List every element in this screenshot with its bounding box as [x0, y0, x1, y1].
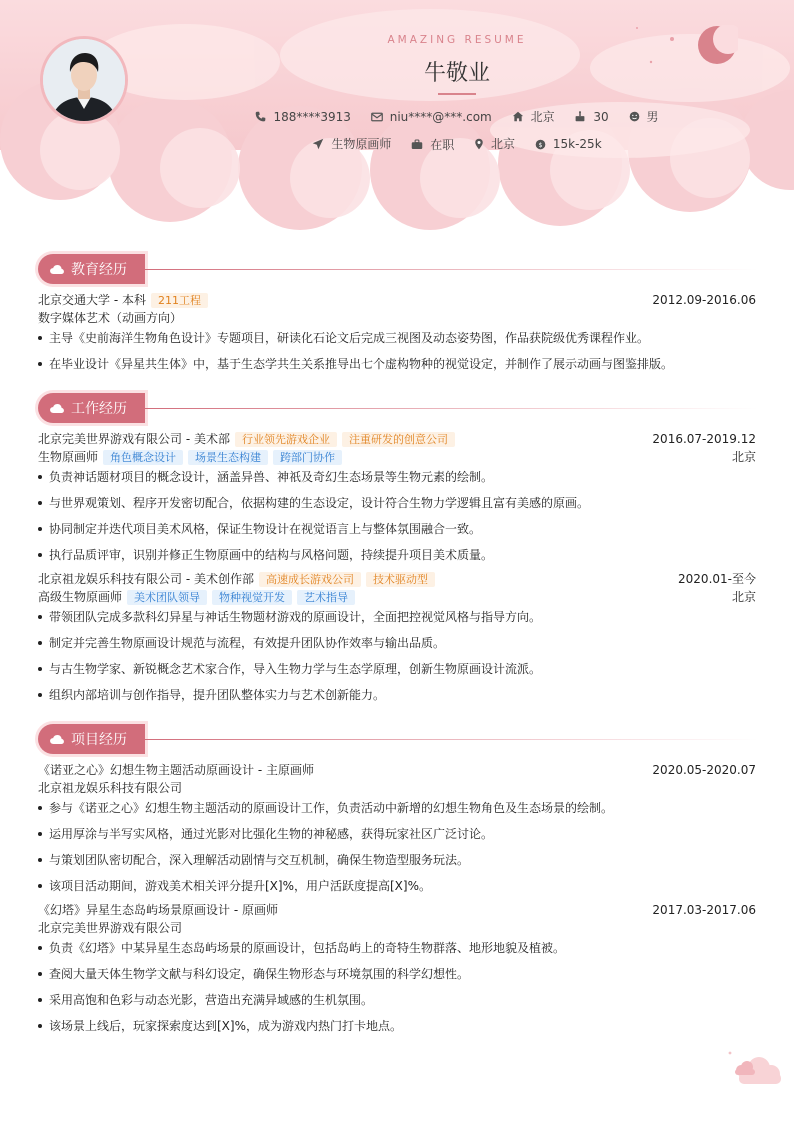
list-item: 与古生物学家、新锐概念艺术家合作，导入生物力学与生态学原理，创新生物原画设计流派。 [38, 661, 756, 677]
smiley-icon [629, 111, 640, 122]
contact-info-row [0, 108, 794, 125]
list-item: 执行品质评审，识别并修正生物原画中的结构与风格问题，持续提升项目美术质量。 [38, 547, 756, 563]
list-item: 组织内部培训与创作指导，提升团队整体实力与艺术创新能力。 [38, 687, 756, 703]
skill-tag: 美术团队领导 [127, 590, 207, 605]
email-item [371, 110, 492, 124]
skill-tag: 角色概念设计 [103, 450, 183, 465]
phone-icon [255, 111, 266, 122]
list-item: 与策划团队密切配合，深入理解活动剧情与交互机制，确保生物造型服务玩法。 [38, 852, 756, 868]
list-item: 该项目活动期间，游戏美术相关评分提升[X]%，用户活跃度提高[X]%。 [38, 878, 756, 894]
project-company: 北京完美世界游戏有限公司 [38, 921, 183, 935]
gender-item [629, 108, 659, 125]
skill-tag: 跨部门协作 [273, 450, 342, 465]
education-section-pill [38, 254, 145, 284]
work-section-pill [38, 393, 145, 423]
skill-tag: 艺术指导 [297, 590, 355, 605]
email-text: niu****@***.com [389, 110, 492, 124]
work-section-title: 工作经历 [71, 401, 127, 417]
job-intent-row [0, 135, 794, 153]
cloud-icon [50, 265, 64, 274]
projects-section-pill [38, 724, 145, 754]
project-entry-header [38, 762, 756, 778]
job-city: 北京 [731, 590, 756, 604]
job-role: 高级生物原画师 [38, 590, 123, 604]
company-tag: 技术驱动型 [366, 572, 435, 587]
email-icon [371, 112, 383, 122]
job-entry-header [38, 431, 756, 447]
education-major: 数字媒体艺术（动画方向） [38, 311, 183, 325]
resume-tagline: AMAZING RESUME [387, 34, 527, 46]
project-date: 2020.05-2020.07 [652, 763, 756, 777]
job-role: 生物原画师 [38, 450, 99, 464]
list-item: 负责《幻塔》中某异星生态岛屿场景的原画设计，包括岛屿上的奇特生物群落、地形地貌及植被。 [38, 940, 756, 956]
section-divider [145, 739, 758, 740]
project-company: 北京祖龙娱乐科技有限公司 [38, 781, 183, 795]
location-pin-icon [474, 138, 484, 150]
job-role-row [38, 589, 756, 605]
city-text: 北京 [530, 110, 555, 124]
list-item: 运用厚涂与半写实风格，通过光影对比强化生物的神秘感，获得玩家社区广泛讨论。 [38, 826, 756, 842]
company-tag: 高速成长游戏公司 [259, 572, 361, 587]
svg-text:$: $ [538, 141, 543, 149]
briefcase-icon [411, 139, 423, 150]
send-icon [312, 138, 324, 150]
home-icon [512, 111, 524, 122]
salary-item [535, 137, 602, 151]
school-name: 北京交通大学 - 本科 [38, 293, 146, 307]
list-item: 查阅大量天体生物学文献与科幻设定，确保生物形态与环境氛围的科学幻想性。 [38, 966, 756, 982]
list-item: 带领团队完成多款科幻异星与神话生物题材游戏的原画设计，全面把控视觉风格与指导方向。 [38, 609, 756, 625]
education-section-title: 教育经历 [71, 262, 127, 278]
salary-text: 15k-25k [552, 137, 602, 151]
cake-icon [574, 111, 586, 122]
company-name: 北京祖龙娱乐科技有限公司 - 美术创作部 [38, 572, 254, 586]
money-icon [535, 139, 546, 150]
cloud-icon [50, 735, 64, 744]
corner-cloud-decoration [725, 1048, 787, 1088]
position-item [312, 135, 391, 152]
position-text: 生物原画师 [331, 137, 392, 151]
project-name: 《幻塔》异星生态岛屿场景原画设计 - 原画师 [38, 903, 278, 917]
job-city: 北京 [731, 450, 756, 464]
job-entry-header [38, 571, 756, 587]
list-item: 制定并完善生物原画设计规范与流程，有效提升团队协作效率与输出品质。 [38, 635, 756, 651]
phone-item [255, 110, 350, 124]
location-text: 北京 [491, 137, 516, 151]
projects-section-title: 项目经历 [71, 732, 127, 748]
company-tag: 行业领先游戏企业 [235, 432, 337, 447]
age-text: 30 [593, 109, 609, 124]
skill-tag: 场景生态构建 [188, 450, 268, 465]
job-date: 2016.07-2019.12 [652, 432, 756, 446]
candidate-name: 牛敬业 [423, 61, 490, 86]
list-item: 在毕业设计《异星共生体》中，基于生态学共生关系推导出七个虚构物种的视觉设定，并制作了展示动画与图鉴排版。 [38, 356, 756, 372]
project-entry-header [38, 902, 756, 918]
work-section-header [38, 393, 758, 423]
list-item: 采用高饱和色彩与动态光影，营造出充满异域感的生机氛围。 [38, 992, 756, 1008]
skill-tag: 物种视觉开发 [212, 590, 292, 605]
list-item: 该场景上线后，玩家探索度达到[X]%，成为游戏内热门打卡地点。 [38, 1018, 756, 1034]
status-item [411, 136, 454, 153]
resume-header [0, 0, 794, 235]
job-date: 2020.01-至今 [678, 572, 756, 586]
gender-text: 男 [646, 110, 659, 124]
cloud-icon [50, 404, 64, 413]
project-name: 《诺亚之心》幻想生物主题活动原画设计 - 主原画师 [38, 763, 314, 777]
status-text: 在职 [430, 137, 455, 152]
section-divider [145, 408, 758, 409]
company-tag: 注重研发的创意公司 [342, 432, 455, 447]
education-date: 2012.09-2016.06 [652, 293, 756, 307]
phone-text: 188****3913 [273, 109, 351, 124]
city-item [512, 108, 555, 125]
education-section-header [38, 254, 758, 284]
list-item: 主导《史前海洋生物角色设计》专题项目，研读化石论文后完成三视图及动态姿势图，作品获院级优秀课程作业。 [38, 330, 756, 346]
education-entry-header [38, 292, 756, 308]
section-divider [145, 269, 758, 270]
list-item: 与世界观策划、程序开发密切配合，依据构建的生态设定，设计符合生物力学逻辑且富有美感的原画。 [38, 495, 756, 511]
name-underline [438, 93, 476, 95]
list-item: 参与《诺亚之心》幻想生物主题活动的原画设计工作，负责活动中新增的幻想生物角色及生态场景的绘制。 [38, 800, 756, 816]
job-role-row [38, 449, 756, 465]
projects-section-header [38, 724, 758, 754]
school-tag: 211工程 [151, 293, 208, 308]
list-item: 负责神话题材项目的概念设计，涵盖异兽、神祇及奇幻生态场景等生物元素的绘制。 [38, 469, 756, 485]
company-name: 北京完美世界游戏有限公司 - 美术部 [38, 432, 230, 446]
project-date: 2017.03-2017.06 [652, 903, 756, 917]
list-item: 协同制定并迭代项目美术风格，保证生物设计在视觉语言上与整体氛围融合一致。 [38, 521, 756, 537]
location-item [474, 135, 515, 152]
age-item [574, 110, 608, 124]
